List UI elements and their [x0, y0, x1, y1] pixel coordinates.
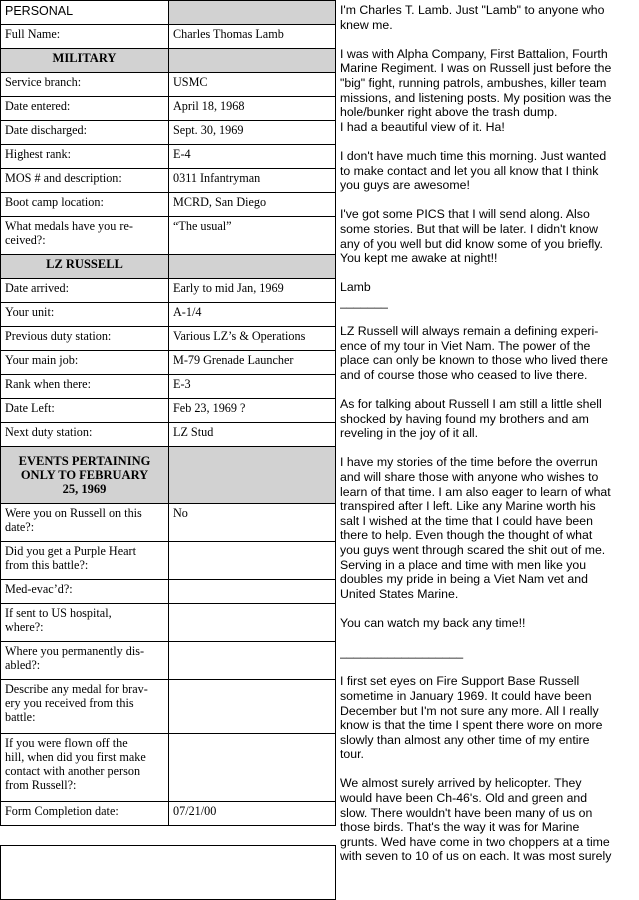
rank-there-row	[1, 375, 336, 399]
narrative-paragraph-4: I've got some PICS that I will send along. Also some stories. But that will be later. I didn't know any of you well but did know some of you briefly. You kept me awake at night!!	[340, 207, 603, 266]
next-station-row	[1, 423, 336, 447]
narrative-paragraph-7: As for talking about Russell I am still a little shell shocked by having found my brothers and am reveling in the joy of it all.	[340, 397, 602, 441]
main-job-label: Your main job:	[1, 351, 169, 375]
boot-camp-value: MCRD, San Diego	[169, 193, 336, 217]
events-header: EVENTS PERTAINING ONLY TO FEBRUARY 25, 1969	[1, 447, 169, 504]
narrative-paragraph-8: I have my stories of the time before the overrun and will share those with anyone who wishes to learn of that time. I am also eager to learn of what transpired after I left. Like any Marine worth his salt I wished at the time that I could have been there to help. Even though the thought of what you guys went through scared the shit out of me. Serving in a place and time with men like you doubles my pride in being a Viet Nam vet and United States Marine.	[340, 455, 611, 601]
narrative-text	[340, 3, 636, 900]
highest-rank-label: Highest rank:	[1, 145, 169, 169]
military-header-row	[1, 49, 336, 73]
main-job-row	[1, 351, 336, 375]
service-branch-value: USMC	[169, 73, 336, 97]
narrative-paragraph-3: I don't have much time this morning. Just wanted to make contact and let you all know that I think you guys are awesome!	[340, 148, 607, 193]
on-russell-row	[1, 504, 336, 542]
us-hospital-label: If sent to US hospital, where?:	[1, 604, 169, 642]
full-name-label: Full Name:	[1, 25, 169, 49]
military-header-fill	[169, 49, 336, 73]
mos-row	[1, 169, 336, 193]
flown-off-label: If you were flown off the hill, when did you first make contact with another person from Russell?:	[1, 734, 169, 802]
narrative-paragraph-10: I first set eyes on Fire Support Base Russell sometime in January 1969. It could have been December but I'm not sure any more. All I really know is that the time I spent there wore on more slowly than almost any other time of my entire tour.	[340, 674, 603, 762]
date-discharged-row	[1, 121, 336, 145]
personal-header-fill	[169, 1, 336, 25]
events-header-row	[1, 447, 336, 504]
date-arrived-value: Early to mid Jan, 1969	[169, 279, 336, 303]
mos-label: MOS # and description:	[1, 169, 169, 193]
narrative-separator-2: __________________	[340, 645, 464, 660]
purple-heart-row	[1, 542, 336, 580]
medals-label: What medals have you re- ceived?:	[1, 217, 169, 255]
highest-rank-value: E-4	[169, 145, 336, 169]
date-left-label: Date Left:	[1, 399, 169, 423]
lz-russell-header-row	[1, 255, 336, 279]
medevac-value	[169, 580, 336, 604]
date-arrived-label: Date arrived:	[1, 279, 169, 303]
date-discharged-label: Date discharged:	[1, 121, 169, 145]
date-entered-label: Date entered:	[1, 97, 169, 121]
lz-russell-header-fill	[169, 255, 336, 279]
flown-off-row	[1, 734, 336, 802]
unit-row	[1, 303, 336, 327]
disabled-value	[169, 642, 336, 680]
completion-date-label: Form Completion date:	[1, 802, 169, 826]
date-left-row	[1, 399, 336, 423]
flown-off-value	[169, 734, 336, 802]
unit-label: Your unit:	[1, 303, 169, 327]
highest-rank-row	[1, 145, 336, 169]
date-arrived-row	[1, 279, 336, 303]
on-russell-label: Were you on Russell on this date?:	[1, 504, 169, 542]
disabled-row	[1, 642, 336, 680]
personal-header-row	[1, 1, 336, 25]
purple-heart-value	[169, 542, 336, 580]
service-branch-label: Service branch:	[1, 73, 169, 97]
military-header: MILITARY	[1, 49, 169, 73]
narrative-paragraph-9: You can watch my back any time!!	[340, 615, 526, 630]
purple-heart-label: Did you get a Purple Heart from this battle?:	[1, 542, 169, 580]
main-job-value: M-79 Grenade Launcher	[169, 351, 336, 375]
next-station-label: Next duty station:	[1, 423, 169, 447]
lz-russell-header: LZ RUSSELL	[1, 255, 169, 279]
next-station-value: LZ Stud	[169, 423, 336, 447]
completion-date-row	[1, 802, 336, 826]
on-russell-value: No	[169, 504, 336, 542]
narrative-separator-1: _______	[340, 294, 388, 309]
bravery-medal-value	[169, 680, 336, 734]
veteran-form-table	[0, 0, 336, 826]
service-branch-row	[1, 73, 336, 97]
rank-there-label: Rank when there:	[1, 375, 169, 399]
us-hospital-row	[1, 604, 336, 642]
boot-camp-label: Boot camp location:	[1, 193, 169, 217]
us-hospital-value	[169, 604, 336, 642]
bravery-medal-label: Describe any medal for brav- ery you received from this battle:	[1, 680, 169, 734]
disabled-label: Where you permanently dis- abled?:	[1, 642, 169, 680]
full-name-row	[1, 25, 336, 49]
date-left-value: Feb 23, 1969 ?	[169, 399, 336, 423]
personal-header: PERSONAL	[1, 1, 169, 25]
mos-value: 0311 Infantryman	[169, 169, 336, 193]
medals-value: “The usual”	[169, 217, 336, 255]
medals-row	[1, 217, 336, 255]
date-entered-row	[1, 97, 336, 121]
events-header-fill	[169, 447, 336, 504]
blank-box	[0, 845, 336, 900]
narrative-paragraph-6: LZ Russell will always remain a defining experi- ence of my tour in Viet Nam. The power of the place can only be known to those who lived there and of course those who ceased to live there.	[340, 324, 608, 382]
previous-station-row	[1, 327, 336, 351]
narrative-paragraph-1: I'm Charles T. Lamb. Just "Lamb" to anyone who knew me.	[340, 3, 605, 32]
rank-there-value: E-3	[169, 375, 336, 399]
previous-station-label: Previous duty station:	[1, 327, 169, 351]
boot-camp-row	[1, 193, 336, 217]
narrative-paragraph-2: I was with Alpha Company, First Battalion, Fourth Marine Regiment. I was on Russell just before the "big" fight, running patrols, ambushes, killer team missions, and listening posts. My position was the hole/bunker right above the trash dump. I had a beautiful view of it. Ha!	[340, 46, 612, 134]
medevac-row	[1, 580, 336, 604]
full-name-value: Charles Thomas Lamb	[169, 25, 336, 49]
completion-date-value: 07/21/00	[169, 802, 336, 826]
narrative-signature: Lamb	[340, 280, 371, 295]
narrative-paragraph-11: We almost surely arrived by helicopter. They would have been Ch-46's. Old and green and slow. There wouldn't have been many of us on those birds. That's the way it was for Marine grunts. Wed have come in two choppers at a time with seven to 10 of us on each. It was most surely	[340, 776, 612, 864]
date-discharged-value: Sept. 30, 1969	[169, 121, 336, 145]
unit-value: A-1/4	[169, 303, 336, 327]
date-entered-value: April 18, 1968	[169, 97, 336, 121]
previous-station-value: Various LZ’s & Operations	[169, 327, 336, 351]
bravery-medal-row	[1, 680, 336, 734]
medevac-label: Med-evac’d?:	[1, 580, 169, 604]
